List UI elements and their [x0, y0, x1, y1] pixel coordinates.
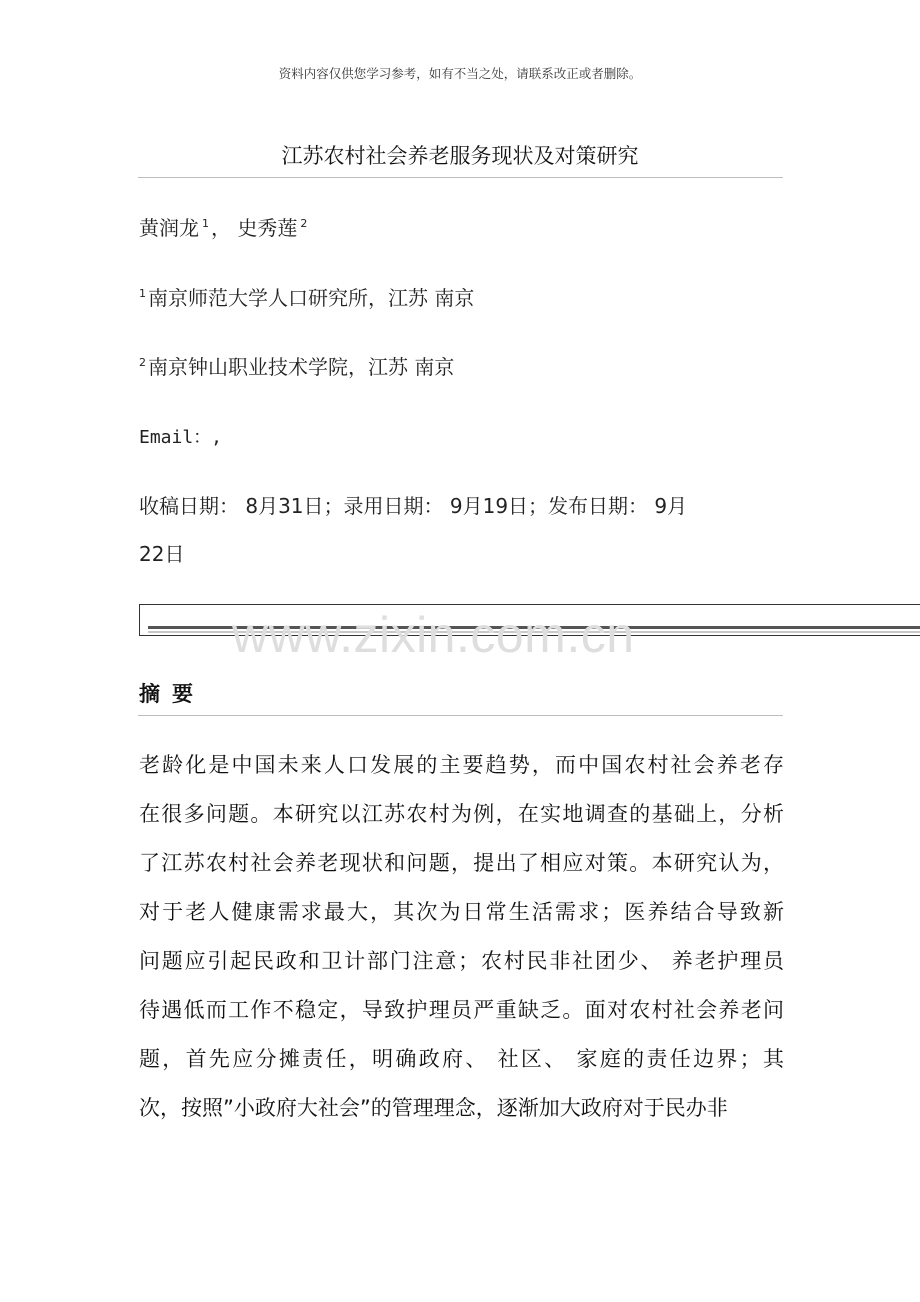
author-name: 史秀莲: [237, 216, 298, 240]
abstract-line: 次，按照”小政府大社会”的管理理念，逐渐加大政府对于民办非: [139, 1096, 728, 1120]
watermark: www.zixin.com.cn: [232, 607, 635, 663]
abstract-line: 老龄化是中国未来人口发展的主要趋势，而中国农村社会养老存: [139, 753, 784, 777]
affiliation-superscript: 1: [139, 287, 146, 301]
email-line: Email：,: [139, 427, 223, 448]
dates-line: 收稿日期： 8月31日；录用日期： 9月19日；发布日期： 9月: [139, 494, 688, 518]
abstract-heading: 摘要: [139, 682, 205, 706]
paper-title: 江苏农村社会养老服务现状及对策研究: [281, 144, 639, 168]
author-superscript: 2: [300, 217, 308, 231]
affiliation-text: 南京师范大学人口研究所，江苏 南京: [148, 286, 475, 310]
dates-line-continued: 22日: [139, 542, 185, 566]
affiliation-line: [139, 351, 454, 380]
title-divider: [138, 177, 783, 178]
header-notice: 资料内容仅供您学习参考，如有不当之处，请联系改正或者删除。: [278, 66, 642, 81]
author-separator: ，: [211, 216, 231, 240]
abstract-line: 了江苏农村社会养老现状和问题，提出了相应对策。本研究认为，: [139, 851, 784, 875]
abstract-line: 在很多问题。本研究以江苏农村为例，在实地调查的基础上，分析: [139, 802, 784, 826]
author-superscript: 1: [202, 217, 209, 231]
abstract-line: 对于老人健康需求最大，其次为日常生活需求；医养结合导致新: [139, 900, 784, 924]
abstract-line: 题，首先应分摊责任，明确政府、 社区、 家庭的责任边界；其: [139, 1047, 784, 1071]
author-name: 黄润龙: [139, 216, 199, 240]
affiliation-superscript: 2: [139, 356, 146, 370]
abstract-line: 待遇低而工作不稳定，导致护理员严重缺乏。面对农村社会养老问: [139, 998, 784, 1022]
abstract-body: [139, 741, 784, 1133]
affiliation-text: 南京钟山职业技术学院，江苏 南京: [148, 355, 455, 379]
abstract-line: 问题应引起民政和卫计部门注意；农村民非社团少、 养老护理员: [139, 949, 784, 973]
abstract-divider: [138, 715, 783, 716]
author-line: [139, 212, 309, 241]
affiliation-line: [139, 282, 474, 311]
